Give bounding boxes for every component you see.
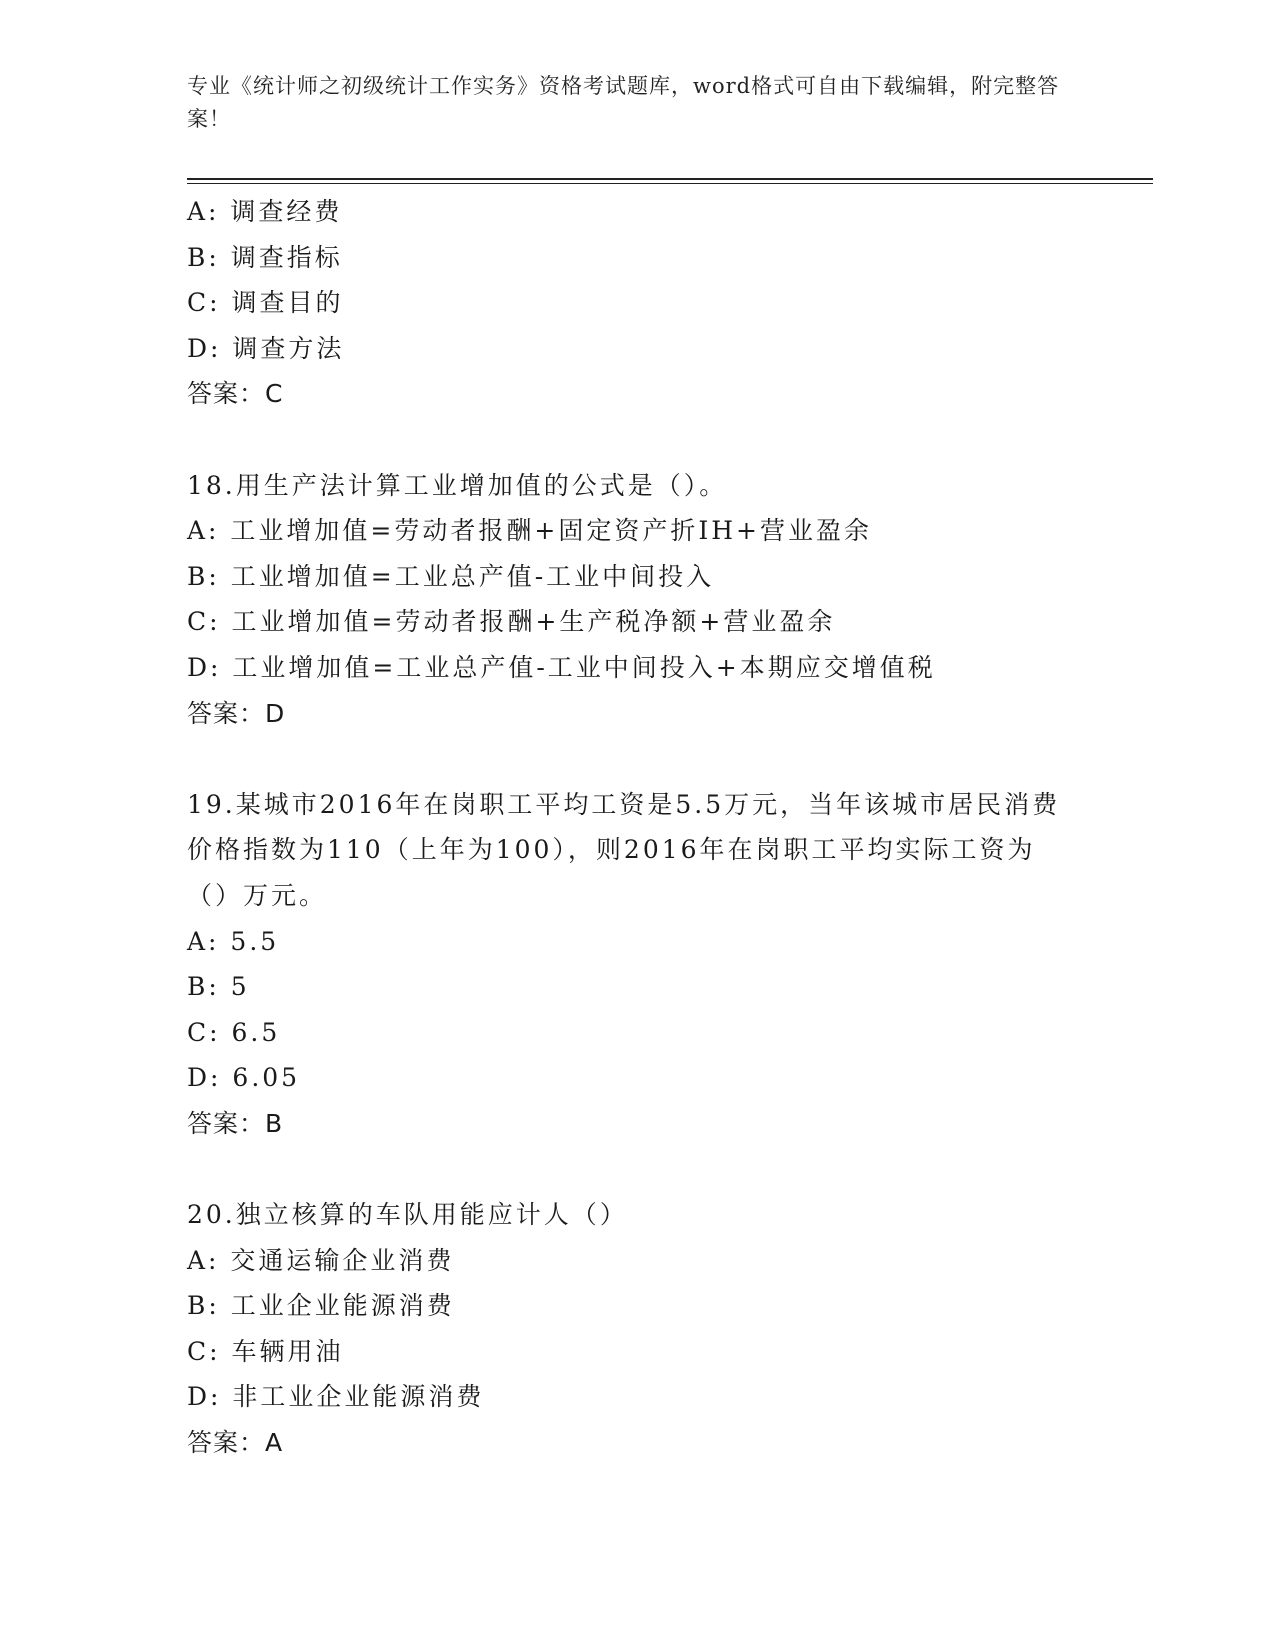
question-19 — [187, 782, 1087, 1147]
header-divider — [187, 178, 1153, 184]
option-b: B: 工业企业能源消费 — [187, 1291, 455, 1321]
answer: 答案：B — [187, 1108, 284, 1138]
question-20 — [187, 1192, 1087, 1466]
question-17-continued — [187, 189, 1087, 417]
question-stem: 18.用生产法计算工业增加值的公式是（）。 — [187, 470, 728, 500]
option-a: A: 调查经费 — [187, 197, 343, 226]
option-a: A: 5.5 — [187, 926, 280, 956]
option-d: D: 非工业企业能源消费 — [187, 1382, 485, 1412]
option-b: B: 调查指标 — [187, 242, 343, 272]
option-d: D: 工业增加值=工业总产值-工业中间投入+本期应交增值税 — [187, 652, 936, 682]
option-c: C: 6.5 — [187, 1017, 281, 1047]
question-list — [187, 189, 1087, 1466]
option-c: C: 工业增加值=劳动者报酬+生产税净额+营业盈余 — [187, 607, 836, 637]
question-18 — [187, 463, 1087, 737]
spacer — [187, 417, 1087, 463]
option-c: C: 调查目的 — [187, 288, 344, 318]
question-stem: 19.某城市2016年在岗职工平均工资是5.5万元，当年该城市居民消费价格指数为110（上年为100），则2016年在岗职工平均实际工资为（）万元。 — [187, 789, 1061, 910]
page-header: 专业《统计师之初级统计工作实务》资格考试题库，word格式可自由下载编辑，附完整答案！ — [187, 74, 1060, 131]
option-c: C: 车辆用油 — [187, 1336, 344, 1366]
answer: 答案：C — [187, 379, 284, 409]
option-b: B: 工业增加值=工业总产值-工业中间投入 — [187, 561, 715, 591]
spacer — [187, 1146, 1087, 1192]
option-a: A: 工业增加值=劳动者报酬+固定资产折IH+营业盈余 — [187, 516, 872, 546]
spacer — [187, 736, 1087, 782]
option-d: D: 调查方法 — [187, 333, 345, 363]
answer: 答案：D — [187, 698, 286, 728]
answer: 答案：A — [187, 1428, 284, 1458]
option-d: D: 6.05 — [187, 1063, 301, 1093]
question-stem: 20.独立核算的车队用能应计人（） — [187, 1200, 628, 1230]
option-b: B: 5 — [187, 972, 250, 1002]
option-a: A: 交通运输企业消费 — [187, 1245, 455, 1275]
